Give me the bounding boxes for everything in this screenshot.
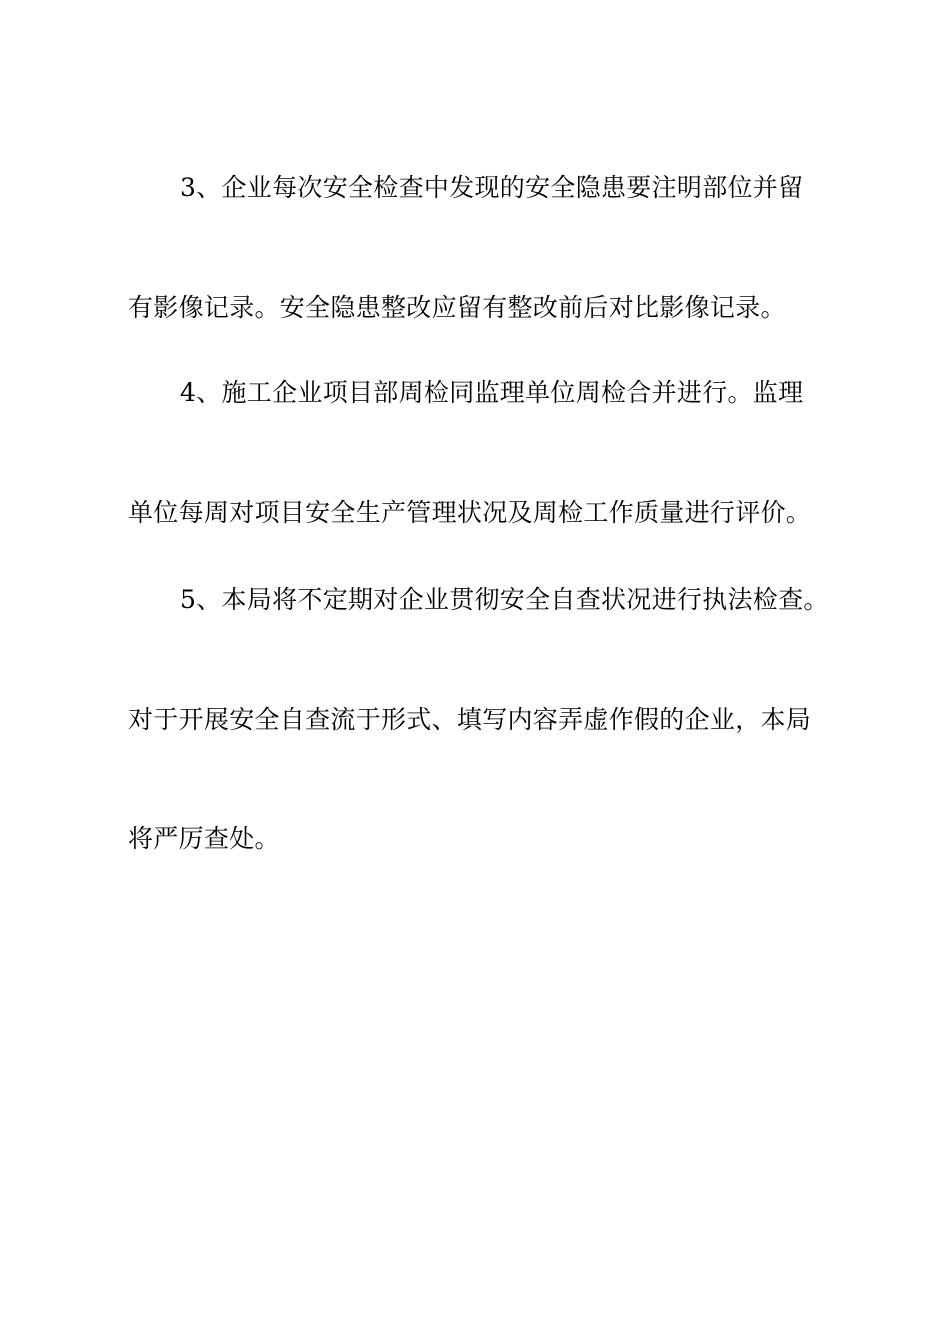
- paragraph-5-line-2: 对于开展安全自查流于形式、填写内容弄虚作假的企业，本局: [128, 705, 812, 734]
- paragraph-3-line-2: 有影像记录。安全隐患整改应留有整改前后对比影像记录。: [128, 293, 786, 322]
- paragraph-4-line-2: 单位每周对项目安全生产管理状况及周检工作质量进行评价。: [128, 498, 812, 527]
- paragraph-5-line-1: 5、本局将不定期对企业贯彻安全自查状况进行执法检查。: [180, 585, 829, 614]
- paragraph-4-line-1: 4、施工企业项目部周检同监理单位周检合并进行。监理: [180, 378, 804, 407]
- paragraph-3-line-1: 3、企业每次安全检查中发现的安全隐患要注明部位并留: [180, 173, 804, 202]
- paragraph-5-line-3: 将严厉查处。: [128, 824, 280, 853]
